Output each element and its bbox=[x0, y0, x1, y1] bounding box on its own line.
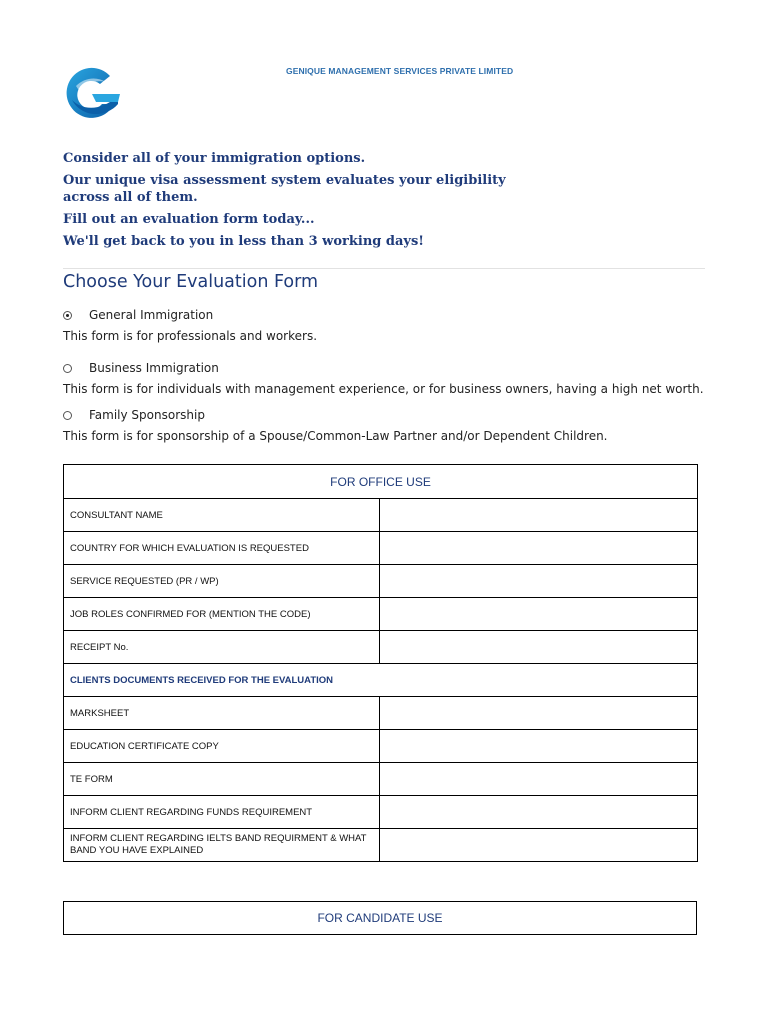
value-cell[interactable] bbox=[380, 631, 698, 664]
intro-line: Our unique visa assessment system evaluates your eligibility across all of them. bbox=[63, 173, 506, 205]
option-business-immigration bbox=[63, 359, 704, 397]
documents-subheader: CLIENTS DOCUMENTS RECEIVED FOR THE EVALUATION bbox=[64, 664, 698, 697]
candidate-use-header: FOR CANDIDATE USE bbox=[63, 901, 697, 935]
option-label: Family Sponsorship bbox=[89, 408, 205, 422]
row-label: RECEIPT No. bbox=[64, 631, 380, 664]
radio-family-sponsorship[interactable] bbox=[63, 411, 72, 420]
table-row bbox=[64, 697, 698, 730]
company-logo bbox=[62, 64, 122, 124]
row-label: COUNTRY FOR WHICH EVALUATION IS REQUESTED bbox=[64, 532, 380, 565]
row-label: CONSULTANT NAME bbox=[64, 499, 380, 532]
option-description: This form is for professionals and workers. bbox=[63, 329, 318, 343]
row-label: EDUCATION CERTIFICATE COPY bbox=[64, 730, 380, 763]
radio-business-immigration[interactable] bbox=[63, 364, 72, 373]
row-label: INFORM CLIENT REGARDING IELTS BAND REQUIRMENT & WHAT BAND YOU HAVE EXPLAINED bbox=[64, 829, 380, 862]
option-general-immigration bbox=[63, 306, 317, 344]
option-description: This form is for individuals with management experience, or for business owners, having a high net worth. bbox=[63, 382, 704, 396]
option-label: General Immigration bbox=[89, 308, 214, 322]
value-cell[interactable] bbox=[380, 763, 698, 796]
value-cell[interactable] bbox=[380, 796, 698, 829]
intro-line: Fill out an evaluation form today... bbox=[63, 212, 315, 227]
row-label: MARKSHEET bbox=[64, 697, 380, 730]
company-name: GENIQUE MANAGEMENT SERVICES PRIVATE LIMITED bbox=[286, 66, 514, 76]
radio-general-immigration[interactable] bbox=[63, 311, 72, 320]
option-family-sponsorship bbox=[63, 406, 608, 444]
office-use-table bbox=[63, 464, 698, 862]
divider bbox=[63, 268, 705, 269]
table-row bbox=[64, 565, 698, 598]
office-use-header: FOR OFFICE USE bbox=[64, 465, 698, 499]
value-cell[interactable] bbox=[380, 532, 698, 565]
intro-line: We'll get back to you in less than 3 working days! bbox=[63, 234, 424, 249]
form-title: Choose Your Evaluation Form bbox=[63, 272, 319, 292]
table-row bbox=[64, 829, 698, 862]
row-label: SERVICE REQUESTED (PR / WP) bbox=[64, 565, 380, 598]
value-cell[interactable] bbox=[380, 499, 698, 532]
value-cell[interactable] bbox=[380, 730, 698, 763]
value-cell[interactable] bbox=[380, 829, 698, 862]
intro-line: Consider all of your immigration options. bbox=[63, 151, 366, 166]
row-label: INFORM CLIENT REGARDING FUNDS REQUIREMENT bbox=[64, 796, 380, 829]
row-label: TE FORM bbox=[64, 763, 380, 796]
table-row bbox=[64, 631, 698, 664]
table-row bbox=[64, 532, 698, 565]
value-cell[interactable] bbox=[380, 598, 698, 631]
intro-text bbox=[63, 150, 523, 255]
table-row bbox=[64, 796, 698, 829]
table-row bbox=[64, 763, 698, 796]
table-row bbox=[64, 598, 698, 631]
table-row bbox=[64, 664, 698, 697]
row-label: JOB ROLES CONFIRMED FOR (MENTION THE CODE) bbox=[64, 598, 380, 631]
value-cell[interactable] bbox=[380, 697, 698, 730]
table-row bbox=[64, 499, 698, 532]
option-label: Business Immigration bbox=[89, 361, 219, 375]
table-row bbox=[64, 730, 698, 763]
value-cell[interactable] bbox=[380, 565, 698, 598]
option-description: This form is for sponsorship of a Spouse/Common-Law Partner and/or Dependent Children. bbox=[63, 429, 608, 443]
